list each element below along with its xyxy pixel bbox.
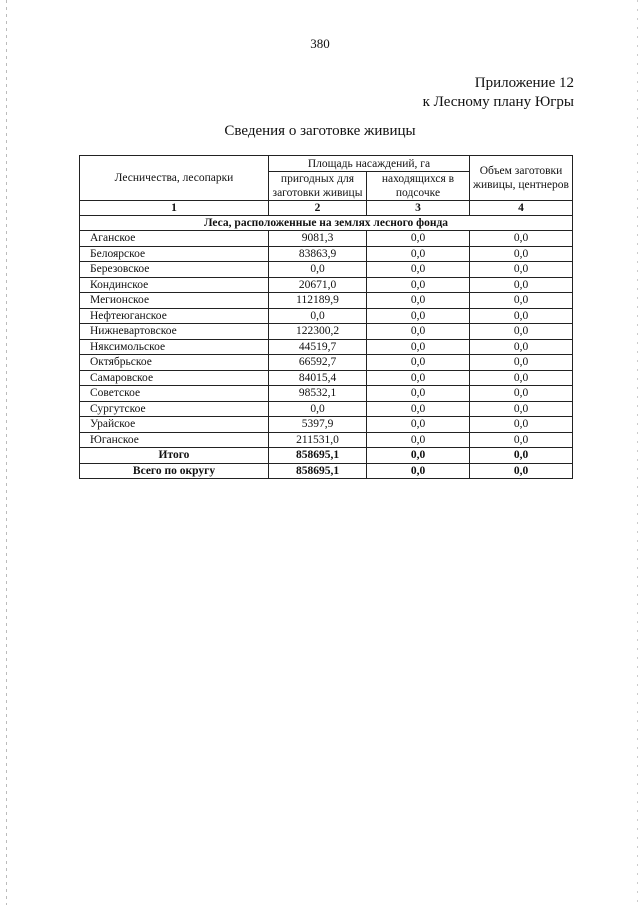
column-number: 1 bbox=[80, 201, 269, 216]
total-label: Итого bbox=[80, 448, 269, 464]
forestry-name: Урайское bbox=[80, 417, 269, 433]
harvest-volume: 0,0 bbox=[470, 246, 573, 262]
suitable-area: 44519,7 bbox=[269, 339, 367, 355]
table-row bbox=[80, 246, 573, 262]
header-harvest-volume: Объем заготовки живицы, центнеров bbox=[470, 156, 573, 201]
suitable-area: 98532,1 bbox=[269, 386, 367, 402]
section-row bbox=[80, 216, 573, 231]
tapping-area: 0,0 bbox=[367, 339, 470, 355]
forestry-name: Аганское bbox=[80, 231, 269, 247]
harvest-volume: 0,0 bbox=[470, 401, 573, 417]
suitable-area: 84015,4 bbox=[269, 370, 367, 386]
suitable-area: 112189,9 bbox=[269, 293, 367, 309]
grand-total-suitable-area: 858695,1 bbox=[269, 463, 367, 479]
suitable-area: 211531,0 bbox=[269, 432, 367, 448]
header-plantation-area: Площадь насаждений, га bbox=[269, 156, 470, 172]
table-row bbox=[80, 401, 573, 417]
suitable-area: 0,0 bbox=[269, 308, 367, 324]
grand-total-label: Всего по округу bbox=[80, 463, 269, 479]
tapping-area: 0,0 bbox=[367, 246, 470, 262]
harvest-volume: 0,0 bbox=[470, 355, 573, 371]
page-number: 380 bbox=[310, 36, 330, 51]
suitable-area: 5397,9 bbox=[269, 417, 367, 433]
header-forestries: Лесничества, лесопарки bbox=[80, 156, 269, 201]
harvest-volume: 0,0 bbox=[470, 386, 573, 402]
grand-total-harvest-volume: 0,0 bbox=[470, 463, 573, 479]
harvest-volume: 0,0 bbox=[470, 277, 573, 293]
tapping-area: 0,0 bbox=[367, 432, 470, 448]
harvest-volume: 0,0 bbox=[470, 293, 573, 309]
suitable-area: 20671,0 bbox=[269, 277, 367, 293]
document-title: Сведения о заготовке живицы bbox=[224, 123, 416, 139]
tapping-area: 0,0 bbox=[367, 401, 470, 417]
appendix-caption bbox=[423, 74, 574, 112]
grand-total-row bbox=[80, 463, 573, 479]
tapping-area: 0,0 bbox=[367, 231, 470, 247]
table-row bbox=[80, 417, 573, 433]
total-suitable-area: 858695,1 bbox=[269, 448, 367, 464]
tapping-area: 0,0 bbox=[367, 308, 470, 324]
forestry-name: Кондинское bbox=[80, 277, 269, 293]
table-row bbox=[80, 370, 573, 386]
forestry-name: Советское bbox=[80, 386, 269, 402]
table-row bbox=[80, 262, 573, 278]
total-tapping-area: 0,0 bbox=[367, 448, 470, 464]
tapping-area: 0,0 bbox=[367, 277, 470, 293]
suitable-area: 0,0 bbox=[269, 262, 367, 278]
forestry-name: Березовское bbox=[80, 262, 269, 278]
table-row bbox=[80, 386, 573, 402]
forestry-name: Мегионское bbox=[80, 293, 269, 309]
tapping-area: 0,0 bbox=[367, 324, 470, 340]
table-row bbox=[80, 277, 573, 293]
tapping-area: 0,0 bbox=[367, 417, 470, 433]
table-row bbox=[80, 339, 573, 355]
harvest-volume: 0,0 bbox=[470, 324, 573, 340]
harvest-volume: 0,0 bbox=[470, 262, 573, 278]
header-suitable: пригодных для заготовки живицы bbox=[269, 172, 367, 201]
appendix-line-2: к Лесному плану Югры bbox=[422, 94, 574, 110]
tapping-area: 0,0 bbox=[367, 370, 470, 386]
resin-harvest-table bbox=[79, 155, 573, 479]
suitable-area: 83863,9 bbox=[269, 246, 367, 262]
harvest-volume: 0,0 bbox=[470, 339, 573, 355]
table-row bbox=[80, 324, 573, 340]
forestry-name: Белоярское bbox=[80, 246, 269, 262]
suitable-area: 0,0 bbox=[269, 401, 367, 417]
grand-total-tapping-area: 0,0 bbox=[367, 463, 470, 479]
tapping-area: 0,0 bbox=[367, 293, 470, 309]
forestry-name: Юганское bbox=[80, 432, 269, 448]
forestry-name: Октябрьское bbox=[80, 355, 269, 371]
column-numbers-row bbox=[80, 201, 573, 216]
tapping-area: 0,0 bbox=[367, 262, 470, 278]
forestry-name: Самаровское bbox=[80, 370, 269, 386]
table-row bbox=[80, 293, 573, 309]
suitable-area: 66592,7 bbox=[269, 355, 367, 371]
forestry-name: Няксимольское bbox=[80, 339, 269, 355]
harvest-volume: 0,0 bbox=[470, 417, 573, 433]
total-harvest-volume: 0,0 bbox=[470, 448, 573, 464]
appendix-line-1: Приложение 12 bbox=[474, 75, 574, 91]
suitable-area: 122300,2 bbox=[269, 324, 367, 340]
forestry-name: Нефтеюганское bbox=[80, 308, 269, 324]
harvest-volume: 0,0 bbox=[470, 231, 573, 247]
table-row bbox=[80, 308, 573, 324]
harvest-volume: 0,0 bbox=[470, 432, 573, 448]
total-row bbox=[80, 448, 573, 464]
harvest-volume: 0,0 bbox=[470, 308, 573, 324]
table-row bbox=[80, 231, 573, 247]
harvest-volume: 0,0 bbox=[470, 370, 573, 386]
header-in-tapping: находящихся в подсочке bbox=[367, 172, 470, 201]
tapping-area: 0,0 bbox=[367, 386, 470, 402]
column-number: 2 bbox=[269, 201, 367, 216]
column-number: 4 bbox=[470, 201, 573, 216]
forestry-name: Нижневартовское bbox=[80, 324, 269, 340]
suitable-area: 9081,3 bbox=[269, 231, 367, 247]
tapping-area: 0,0 bbox=[367, 355, 470, 371]
column-number: 3 bbox=[367, 201, 470, 216]
section-title: Леса, расположенные на землях лесного фонда bbox=[80, 216, 573, 231]
table-row bbox=[80, 432, 573, 448]
forestry-name: Сургутское bbox=[80, 401, 269, 417]
table-row bbox=[80, 355, 573, 371]
